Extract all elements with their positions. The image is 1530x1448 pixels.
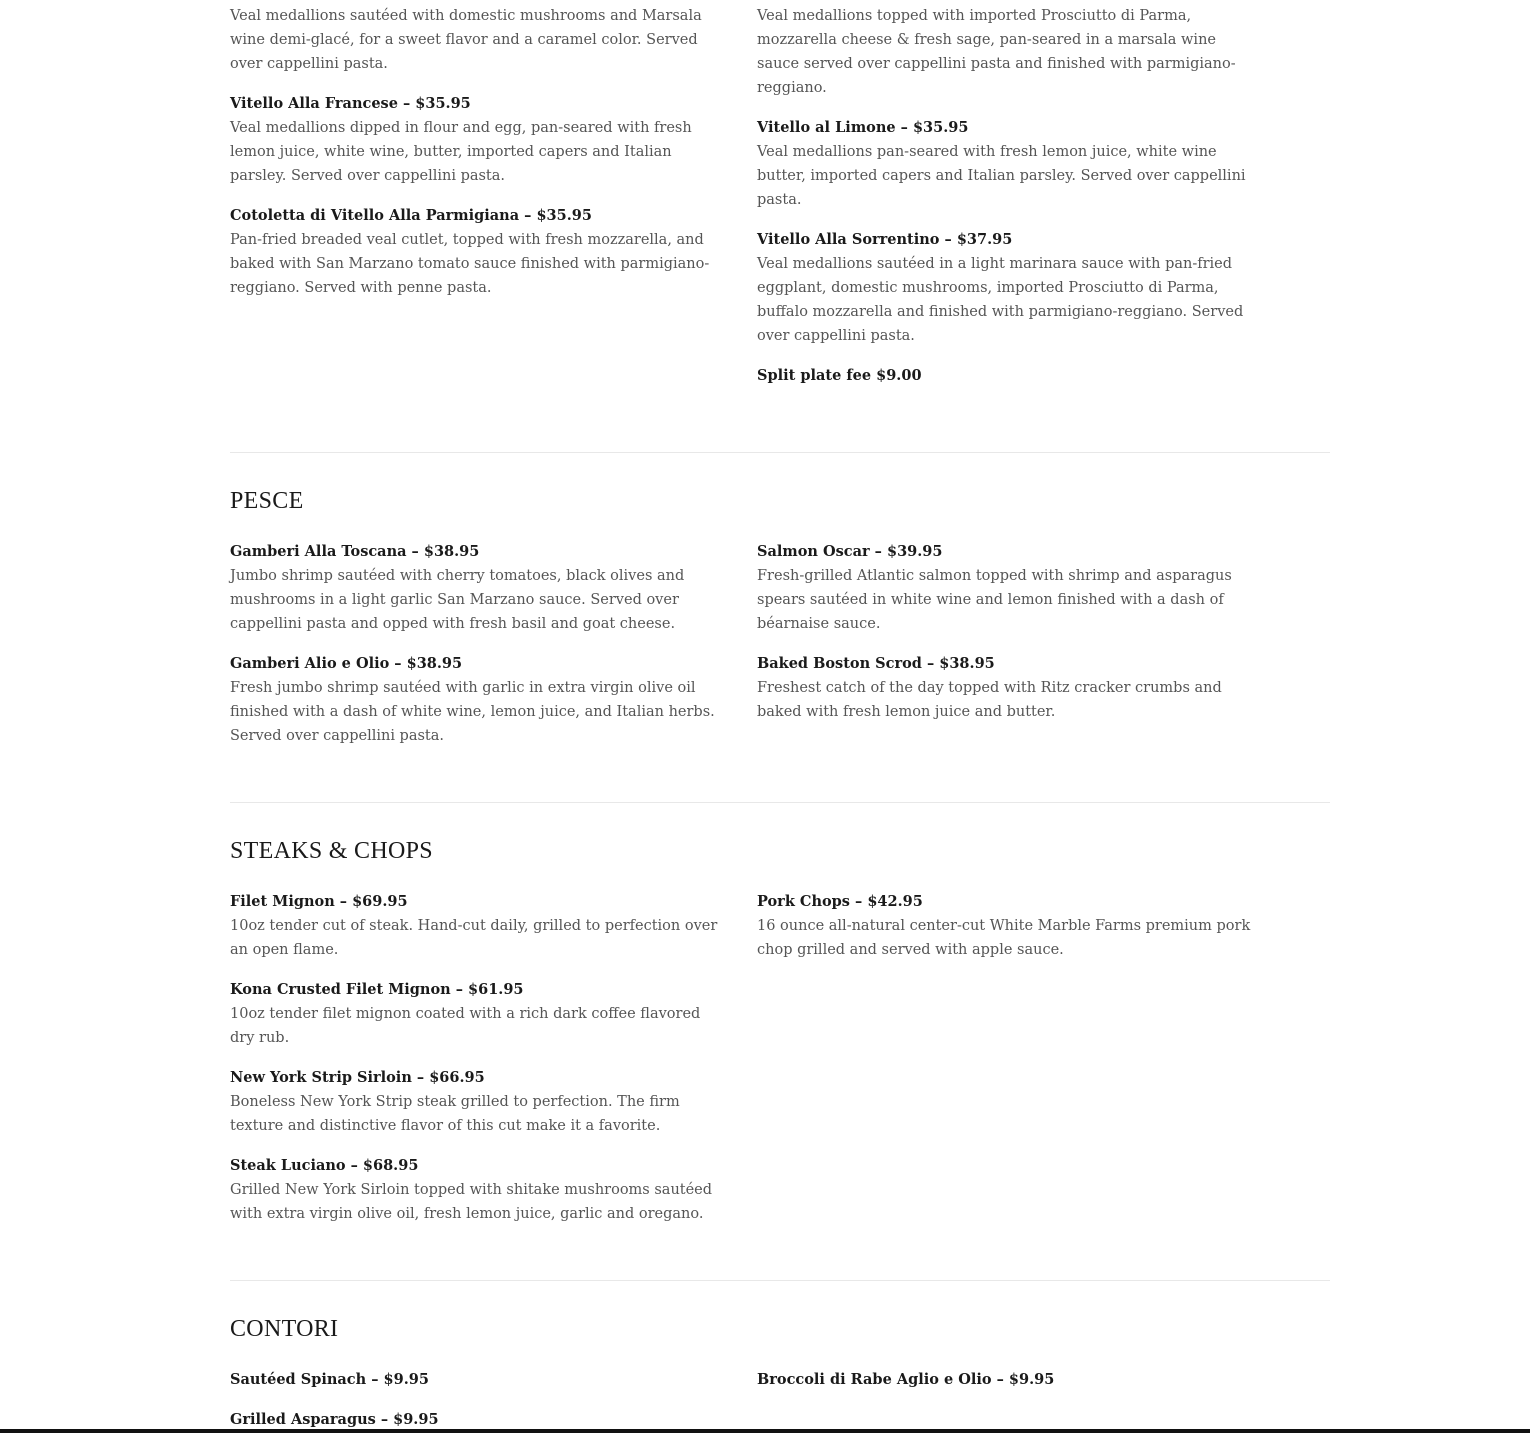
menu-item: [230, 1154, 727, 1226]
menu-item: [757, 116, 1254, 212]
menu-item: [230, 92, 727, 188]
menu-item: [230, 652, 727, 748]
item-description: Veal medallions topped with imported Prosciutto di Parma, mozzarella cheese & fresh sage, pan-seared in a marsala wine sauce served over cappellini pasta and finished with parmigiano-reggiano.: [757, 8, 1236, 96]
pesce-right-column: [757, 540, 1254, 764]
item-description: 10oz tender cut of steak. Hand-cut daily, grilled to perfection over an open flame.: [230, 918, 718, 958]
item-description: 16 ounce all-natural center-cut White Marble Farms premium pork chop grilled and served with apple sauce.: [757, 918, 1251, 958]
menu-item: [757, 652, 1254, 724]
menu-item: [757, 1368, 1254, 1392]
menu-item: [757, 4, 1254, 100]
menu-page: [230, 0, 1330, 1448]
item-name: Salmon Oscar – $39.95: [757, 543, 943, 560]
contori-left-column: [230, 1368, 727, 1448]
pesce-left-column: [230, 540, 727, 764]
item-name: Vitello al Limone – $35.95: [757, 119, 969, 136]
vitello-right-column: [757, 4, 1254, 404]
section-pesce: [230, 453, 1330, 764]
item-description: Veal medallions sautéed with domestic mushrooms and Marsala wine demi-glacé, for a sweet flavor and a caramel color. Served over cappellini pasta.: [230, 8, 702, 72]
vitello-left-column: [230, 4, 727, 404]
item-description: Jumbo shrimp sautéed with cherry tomatoes, black olives and mushrooms in a light garlic San Marzano sauce. Served over cappellini pasta and opped with fresh basil and goat cheese.: [230, 568, 685, 632]
section-vitello: [230, 0, 1330, 404]
menu-item: [757, 228, 1254, 348]
menu-item: [230, 1066, 727, 1138]
item-description: Grilled New York Sirloin topped with shitake mushrooms sautéed with extra virgin olive oil, fresh lemon juice, garlic and oregano.: [230, 1182, 713, 1222]
item-name: Filet Mignon – $69.95: [230, 893, 408, 910]
item-name: New York Strip Sirloin – $66.95: [230, 1069, 485, 1086]
menu-item: [757, 890, 1254, 962]
section-title: STEAKS & CHOPS: [230, 838, 433, 864]
item-name: Gamberi Alio e Olio – $38.95: [230, 655, 463, 672]
menu-item: [230, 978, 727, 1050]
item-name: Gamberi Alla Toscana – $38.95: [230, 543, 480, 560]
item-name: Kona Crusted Filet Mignon – $61.95: [230, 981, 524, 998]
menu-item: [230, 4, 727, 76]
menu-item: [230, 890, 727, 962]
item-name: Vitello Alla Francese – $35.95: [230, 95, 471, 112]
item-description: Fresh-grilled Atlantic salmon topped with shrimp and asparagus spears sautéed in white wine and lemon finished with a dash of béarnaise sauce.: [757, 568, 1232, 632]
steaks-left-column: [230, 890, 727, 1242]
item-description: Fresh jumbo shrimp sautéed with garlic in extra virgin olive oil finished with a dash of white wine, lemon juice, and Italian herbs. Served over cappellini pasta.: [230, 680, 715, 744]
item-description: Freshest catch of the day topped with Ritz cracker crumbs and baked with fresh lemon juice and butter.: [757, 680, 1222, 720]
item-description: Pan-fried breaded veal cutlet, topped with fresh mozzarella, and baked with San Marzano tomato sauce finished with parmigiano-reggiano. Served with penne pasta.: [230, 232, 710, 296]
item-description: 10oz tender filet mignon coated with a rich dark coffee flavored dry rub.: [230, 1006, 701, 1046]
item-name: Broccoli di Rabe Aglio e Olio – $9.95: [757, 1371, 1055, 1388]
footer-edge: [0, 1429, 1530, 1433]
item-description: Veal medallions sautéed in a light marinara sauce with pan-fried eggplant, domestic mushrooms, imported Prosciutto di Parma, buffalo mozzarella and finished with parmigiano-reggiano. Served over cappellini pasta.: [757, 256, 1244, 344]
menu-item: [230, 204, 727, 300]
steaks-right-column: [757, 890, 1254, 1242]
item-description: Boneless New York Strip steak grilled to perfection. The firm texture and distinctive flavor of this cut make it a favorite.: [230, 1094, 680, 1134]
section-contori: [230, 1281, 1330, 1448]
item-name: Steak Luciano – $68.95: [230, 1157, 419, 1174]
menu-item: [230, 1368, 727, 1392]
item-description: Veal medallions pan-seared with fresh lemon juice, white wine butter, imported capers and Italian parsley. Served over cappellini pasta.: [757, 144, 1246, 208]
item-description: Veal medallions dipped in flour and egg, pan-seared with fresh lemon juice, white wine, butter, imported capers and Italian parsley. Served over cappellini pasta.: [230, 120, 692, 184]
contori-right-column: [757, 1368, 1254, 1448]
section-title: PESCE: [230, 488, 304, 514]
item-name: Baked Boston Scrod – $38.95: [757, 655, 995, 672]
split-plate-fee: Split plate fee $9.00: [757, 367, 922, 384]
item-name: Vitello Alla Sorrentino – $37.95: [757, 231, 1013, 248]
menu-item: [757, 540, 1254, 636]
item-name: Pork Chops – $42.95: [757, 893, 923, 910]
section-title: CONTORI: [230, 1316, 339, 1342]
menu-item: [230, 540, 727, 636]
section-steaks-chops: [230, 803, 1330, 1242]
menu-item: [757, 364, 1254, 388]
item-name: Cotoletta di Vitello Alla Parmigiana – $35.95: [230, 207, 592, 224]
item-name: Grilled Asparagus – $9.95: [230, 1411, 439, 1428]
item-name: Sautéed Spinach – $9.95: [230, 1371, 429, 1388]
